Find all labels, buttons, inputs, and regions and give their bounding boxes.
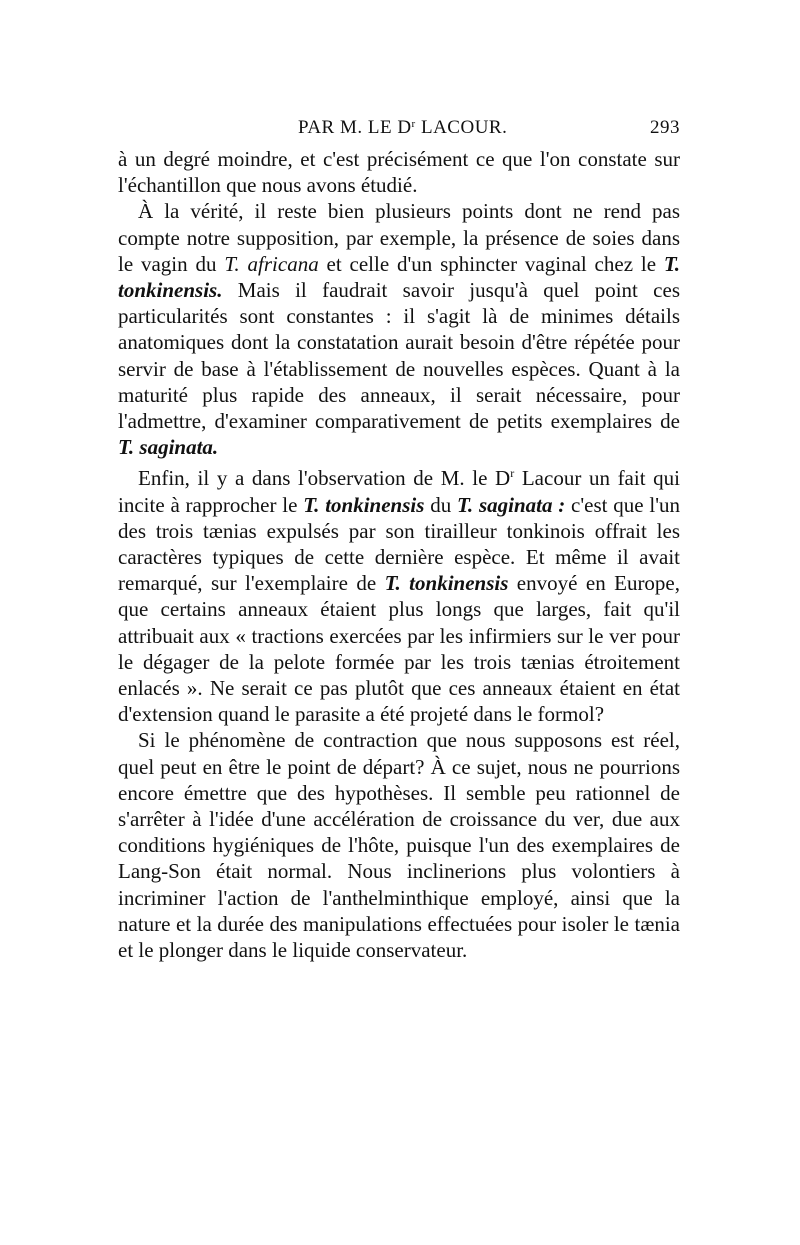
text-segment: Lacour un fait qui incite à rapprocher le [118, 466, 681, 517]
paragraph [118, 198, 680, 460]
text-segment: à un degré moindre, et c'est précisément ce que l'on constate sur l'échantillon que nous avons étudié. [118, 147, 680, 198]
running-title-prefix: PAR M. LE D [298, 117, 412, 138]
text-segment: et celle d'un sphincter vaginal chez le [318, 251, 664, 276]
text-segment: T. tonkinensis. [118, 251, 681, 303]
text-segment: africana [247, 251, 319, 276]
paragraph [118, 146, 680, 198]
text-segment: T. tonkinensis [303, 492, 425, 517]
text-segment: Si le phénomène de contraction que nous supposons est réel, quel peut en être le point de départ? À ce sujet, nous ne pourrions encore émettre que des hypothèses. Il semble peu rationnel de s'arrêter à l'idée d'une accélération de croissance du ver, due aux conditions hygiéniques de l'hôte, puisque l'un des exemplaires de Lang-Son était normal. Nous inclinerions plus volontiers à incriminer l'action de l'anthelminthique employé, ainsi que la nature et la durée des manipulations effectuées pour isoler le tænia et le plonger dans le liquide conservateur. [118, 728, 680, 963]
running-title-suffix: LACOUR. [415, 117, 508, 138]
text-segment: Mais il faudrait savoir jusqu'à quel point ces particularités sont constantes : il s'agit là de minimes détails anatomiques dont la constatation aurait besoin d'être répétée pour servir de base à l'établissement de nouvelles espèces. Quant à la maturité plus rapide des anneaux, il serait nécessaire, pour l'admettre, d'examiner comparativement de petits exemplaires de [118, 278, 680, 434]
book-page [118, 117, 680, 963]
running-title-sup: r [411, 118, 416, 130]
body-text [118, 146, 680, 963]
text-segment: T. saginata. [118, 435, 219, 460]
text-segment: T. tonkinensis [384, 571, 509, 596]
running-title [298, 117, 507, 139]
text-segment: À la vérité, il reste bien plusieurs points dont ne rend pas compte notre supposition, par exemple, la présence de soies dans le vagin du [118, 199, 680, 276]
running-header [118, 117, 680, 147]
text-segment [240, 252, 248, 276]
text-segment: r [510, 466, 515, 481]
paragraph [118, 727, 680, 963]
text-segment: envoyé en Europe, que certains anneaux étaient plus longs que larges, fait qu'il attribuait aux « tractions exercées par les infirmiers sur le ver pour le dégager de la pelote formée par les trois tænias étroitement enlacés ». Ne serait ce pas plutôt que ces anneaux étaient en état d'extension quand le parasite a été projeté dans le formol? [118, 571, 681, 727]
text-segment: du [424, 492, 457, 517]
page-number: 293 [650, 117, 680, 138]
paragraph [118, 460, 680, 727]
text-segment: Enfin, il y a dans l'observation de M. le D [138, 466, 511, 491]
text-segment: T. saginata : [457, 492, 566, 517]
text-segment: T. [224, 251, 240, 276]
text-segment: c'est que l'un des trois tænias expulsés par son tirailleur tonkinois offrait les caractères typiques de cette dernière espèce. Et même il avait remarqué, sur l'exemplaire de [118, 492, 680, 596]
